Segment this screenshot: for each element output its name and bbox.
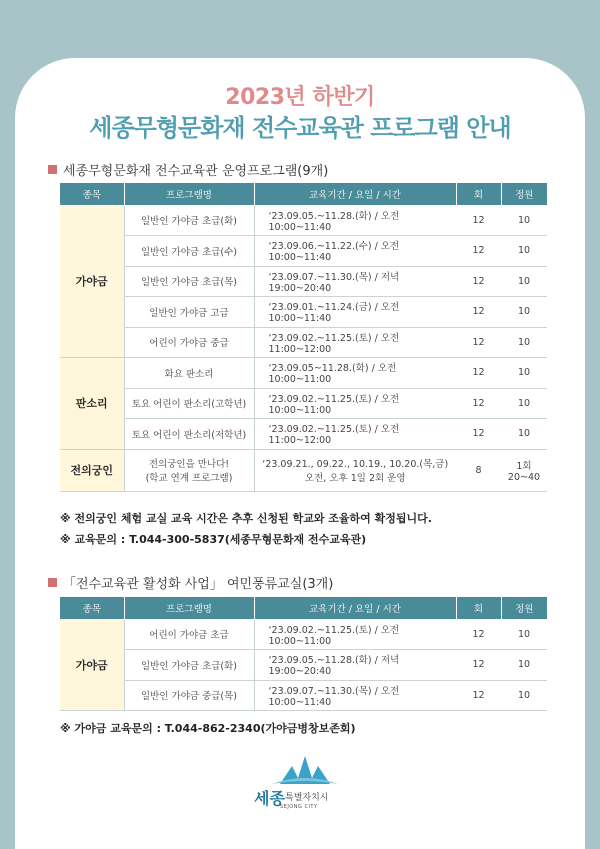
program-cell: 화요 판소리	[124, 358, 254, 389]
capacity-line: 20~40	[507, 471, 541, 483]
program-table-2	[60, 597, 547, 711]
period-line: ‘23.09.21., 09.22., 10.19., 10.20.(목,금)	[262, 459, 449, 470]
period-cell: ‘23.09.02.~11.25.(토) / 오전 10:00~11:00	[254, 388, 456, 419]
program-line: 전의궁인을 만나다!	[148, 459, 230, 470]
period-cell: ‘23.09.05~11.28.(화) / 오전 10:00~11:00	[254, 358, 456, 389]
period-cell: ‘23.09.07.~11.30.(목) / 오전 10:00~11:40	[254, 680, 456, 711]
section1-heading	[48, 160, 328, 179]
col-header: 회	[456, 597, 501, 619]
sessions-cell: 12	[456, 266, 501, 297]
program-cell: 일반인 가야금 중급(목)	[124, 680, 254, 711]
col-header: 정원	[501, 597, 547, 619]
capacity-cell: 10	[501, 236, 547, 267]
table-row	[60, 236, 547, 267]
period-cell: ‘23.09.05.~11.28.(화) / 저녁 19:00~20:40	[254, 650, 456, 681]
logo-text: 세종	[254, 789, 285, 808]
sessions-cell: 12	[456, 388, 501, 419]
program-cell: 일반인 가야금 초급(화)	[124, 205, 254, 236]
period-cell: ‘23.09.07.~11.30.(목) / 저녁 19:00~20:40	[254, 266, 456, 297]
capacity-cell: 10	[501, 388, 547, 419]
col-header: 프로그램명	[124, 183, 254, 205]
program-cell: 일반인 가야금 고급	[124, 297, 254, 328]
program-line: (학교 연계 프로그램)	[145, 473, 233, 484]
col-header: 회	[456, 183, 501, 205]
col-header: 정원	[501, 183, 547, 205]
inquiry-text: ※ 가야금 교육문의 : T.044-862-2340(가야금병창보존회)	[60, 722, 356, 735]
period-cell: ‘23.09.02.~11.25.(토) / 오전 11:00~12:00	[254, 327, 456, 358]
period-cell: ‘23.09.05.~11.28.(화) / 오전 10:00~11:40	[254, 205, 456, 236]
table-row	[60, 680, 547, 711]
category-cell: 가야금	[60, 619, 124, 711]
program-cell: 일반인 가야금 초급(목)	[124, 266, 254, 297]
bullet-square-icon	[48, 165, 57, 174]
category-cell: 전의궁인	[60, 449, 124, 491]
capacity-cell: 10	[501, 205, 547, 236]
table-row	[60, 650, 547, 681]
capacity-cell: 10	[501, 419, 547, 450]
program-cell: 토요 어린이 판소리(고학년)	[124, 388, 254, 419]
bullet-square-icon	[48, 578, 57, 587]
capacity-cell: 10	[501, 619, 547, 650]
program-cell: 일반인 가야금 초급(수)	[124, 236, 254, 267]
sessions-cell: 8	[456, 449, 501, 491]
section2-heading-text: 「전수교육관 활성화 사업」 여민풍류교실(3개)	[63, 577, 334, 592]
table-row	[60, 419, 547, 450]
capacity-cell: 10	[501, 327, 547, 358]
category-cell: 판소리	[60, 358, 124, 450]
period-cell: ‘23.09.02.~11.25.(토) / 오전 11:00~12:00	[254, 419, 456, 450]
col-header: 교육기간 / 요일 / 시간	[254, 183, 456, 205]
capacity-cell	[501, 449, 547, 491]
sessions-cell: 12	[456, 205, 501, 236]
table-row	[60, 388, 547, 419]
period-line: 오전, 오후 1일 2회 운영	[304, 473, 406, 484]
table-row	[60, 297, 547, 328]
sessions-cell: 12	[456, 680, 501, 711]
sessions-cell: 12	[456, 419, 501, 450]
table-header-row	[60, 597, 547, 619]
table-header-row	[60, 183, 547, 205]
capacity-cell: 10	[501, 266, 547, 297]
period-cell: ‘23.09.06.~11.22.(수) / 오전 10:00~11:40	[254, 236, 456, 267]
col-header: 교육기간 / 요일 / 시간	[254, 597, 456, 619]
section2-heading	[48, 573, 333, 592]
sessions-cell: 12	[456, 650, 501, 681]
program-cell: 토요 어린이 판소리(저학년)	[124, 419, 254, 450]
capacity-cell: 10	[501, 680, 547, 711]
section1-heading-text: 세종무형문화재 전수교육관 운영프로그램(9개)	[63, 164, 329, 179]
period-cell: ‘23.09.01.~11.24.(금) / 오전 10:00~11:40	[254, 297, 456, 328]
table-row	[60, 205, 547, 236]
period-cell	[254, 449, 456, 491]
sessions-cell: 12	[456, 358, 501, 389]
table-row	[60, 266, 547, 297]
program-cell: 어린이 가야금 초급	[124, 619, 254, 650]
capacity-cell: 10	[501, 650, 547, 681]
capacity-line: 1회	[516, 460, 532, 472]
sessions-cell: 12	[456, 327, 501, 358]
category-cell: 가야금	[60, 205, 124, 358]
table-row	[60, 358, 547, 389]
table-row	[60, 449, 547, 491]
capacity-cell: 10	[501, 358, 547, 389]
sessions-cell: 12	[456, 619, 501, 650]
program-cell: 어린이 가야금 중급	[124, 327, 254, 358]
col-header: 종목	[60, 183, 124, 205]
capacity-cell: 10	[501, 297, 547, 328]
sessions-cell: 12	[456, 297, 501, 328]
program-cell: 일반인 가야금 초급(화)	[124, 650, 254, 681]
program-cell	[124, 449, 254, 491]
col-header: 종목	[60, 597, 124, 619]
inquiry-text: ※ 교육문의 : T.044-300-5837(세종무형문화재 전수교육관)	[60, 533, 367, 546]
logo-english: SEJONG CITY	[280, 804, 318, 810]
sessions-cell: 12	[456, 236, 501, 267]
table-row	[60, 619, 547, 650]
period-cell: ‘23.09.02.~11.25.(토) / 오전 10:00~11:00	[254, 619, 456, 650]
col-header: 프로그램명	[124, 597, 254, 619]
page-title: 세종무형문화재 전수교육관 프로그램 안내	[89, 114, 511, 142]
note-text: ※ 전의궁인 체험 교실 교육 시간은 추후 신청된 학교와 조율하여 확정됩니다.	[60, 512, 432, 525]
table-row	[60, 327, 547, 358]
logo-subtitle: 특별자치시	[285, 793, 329, 803]
program-table-1	[60, 183, 547, 492]
page-title-year: 2023년 하반기	[225, 85, 375, 110]
